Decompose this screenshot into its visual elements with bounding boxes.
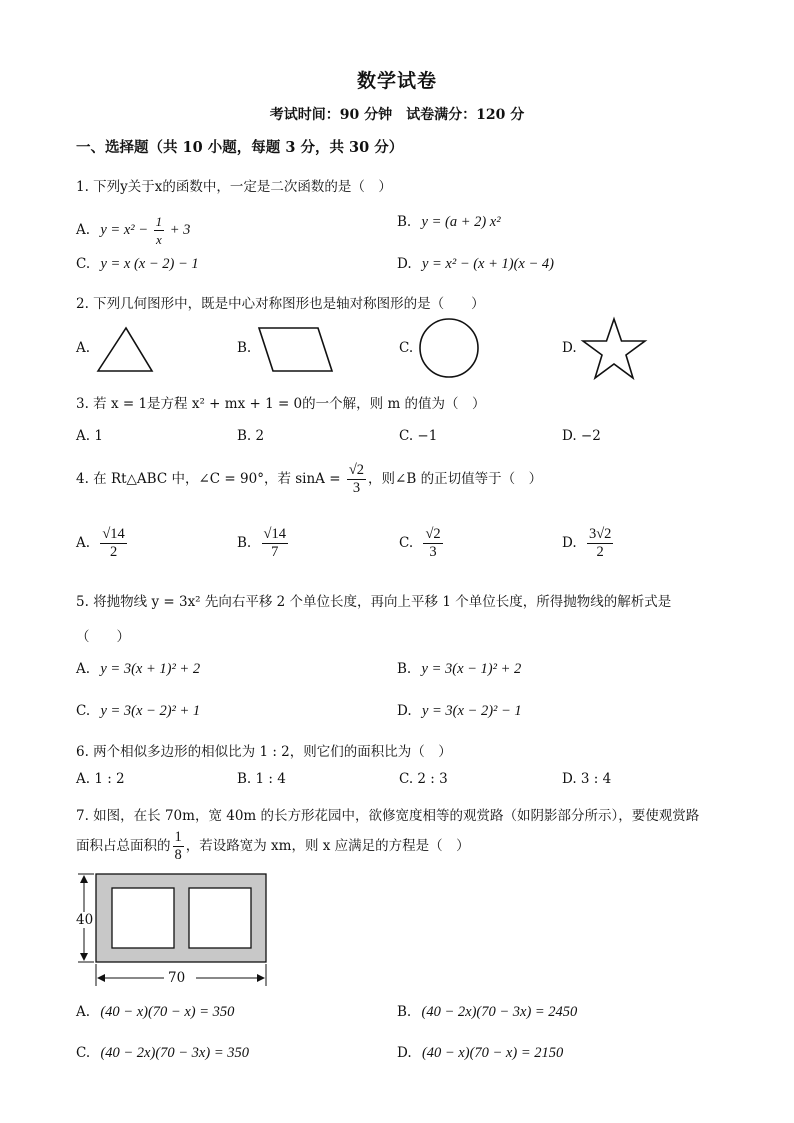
option-b-text: (40 − 2x)(70 − 3x) = 2450 xyxy=(421,1004,578,1020)
question-5-option-a[interactable] xyxy=(76,661,200,678)
fraction-denominator: 3 xyxy=(352,480,361,496)
fraction-denominator: 7 xyxy=(271,544,279,560)
question-7-option-c[interactable] xyxy=(76,1045,249,1062)
option-label: D. xyxy=(562,535,577,551)
option-label: A. xyxy=(76,661,91,677)
question-4-option-d[interactable] xyxy=(562,526,615,561)
option-c-text: y = 3(x − 2)² + 1 xyxy=(100,703,201,719)
option-label: B. xyxy=(237,535,252,551)
option-label: D. xyxy=(397,703,412,719)
option-label: B. xyxy=(397,1004,412,1020)
option-a-lead: y = x² − xyxy=(100,222,152,238)
option-d-text: (40 − x)(70 − x) = 2150 xyxy=(421,1045,564,1061)
question-4-option-b[interactable] xyxy=(237,526,290,561)
question-2-stem: 2. 下列几何图形中，既是中心对称图形也是轴对称图形的是（ ） xyxy=(76,296,485,312)
question-1-stem: 1. 下列y关于x的函数中，一定是二次函数的是（ ） xyxy=(76,179,392,195)
question-3-option-a[interactable]: A. 1 xyxy=(76,428,103,444)
section-heading: 一、选择题（共 10 小题，每题 3 分，共 30 分） xyxy=(76,139,404,156)
question-7-stem: 7. 如图，在长 70m，宽 40m 的长方形花园中，欲修宽度相等的观赏路（如阴影部分所示），要使观赏路 xyxy=(76,808,700,824)
question-3-option-d[interactable]: D. −2 xyxy=(562,428,601,444)
option-label: C. xyxy=(76,1045,91,1061)
question-6-option-d[interactable]: D. 3 : 4 xyxy=(562,771,612,787)
option-label: D. xyxy=(397,256,412,272)
option-a-tail: + 3 xyxy=(166,222,191,238)
option-c-text: y = x (x − 2) − 1 xyxy=(100,256,199,272)
question-5-option-c[interactable] xyxy=(76,703,200,720)
option-label: A. xyxy=(76,535,91,551)
question-4-option-c[interactable] xyxy=(399,526,445,561)
option-label: B. xyxy=(397,661,412,677)
question-7-option-b[interactable] xyxy=(397,1004,577,1021)
question-5-stem-cont: （ ） xyxy=(76,629,130,645)
question-1-option-b[interactable] xyxy=(397,214,501,231)
question-7-stem-cont xyxy=(76,829,470,864)
question-7-stem-part: 面积占总面积的 xyxy=(76,838,171,854)
question-5-option-d[interactable] xyxy=(397,703,522,720)
fraction-denominator: 2 xyxy=(596,544,604,560)
question-1-option-a[interactable] xyxy=(76,213,190,248)
question-2-option-a[interactable]: A. xyxy=(76,340,91,356)
question-5-stem: 5. 将抛物线 y = 3x² 先向右平移 2 个单位长度，再向上平移 1 个单位长度，所得抛物线的解析式是 xyxy=(76,594,672,610)
fraction-numerator: √2 xyxy=(425,526,441,542)
question-1-option-c[interactable] xyxy=(76,256,199,273)
figure-height-label: 40 xyxy=(76,912,94,928)
fraction-denominator: x xyxy=(156,232,162,247)
parallelogram-icon xyxy=(257,326,337,374)
option-label: A. xyxy=(76,222,91,238)
question-4-stem xyxy=(76,462,542,497)
fraction-numerator: √14 xyxy=(102,526,125,542)
option-label: D. xyxy=(397,1045,412,1061)
fraction-denominator: 8 xyxy=(174,847,182,863)
question-3-option-c[interactable]: C. −1 xyxy=(399,428,438,444)
question-6-stem: 6. 两个相似多边形的相似比为 1 : 2，则它们的面积比为（ ） xyxy=(76,744,452,760)
fraction-denominator: 2 xyxy=(109,544,118,560)
question-7-option-a[interactable] xyxy=(76,1004,234,1021)
option-d-text: y = 3(x − 2)² − 1 xyxy=(421,703,522,719)
question-4-option-a[interactable] xyxy=(76,526,129,561)
option-b-text: y = 3(x − 1)² + 2 xyxy=(421,661,522,677)
option-label: C. xyxy=(399,535,414,551)
star-icon xyxy=(582,318,648,380)
question-7-option-d[interactable] xyxy=(397,1045,563,1062)
option-label: B. xyxy=(397,214,412,230)
question-2-option-b[interactable]: B. xyxy=(237,340,252,356)
page-title: 数学试卷 xyxy=(356,70,437,92)
figure-width-label: 70 xyxy=(168,970,186,986)
question-7-stem-part: ，若设路宽为 xm，则 x 应满足的方程是（ ） xyxy=(185,838,470,854)
fraction-denominator: 3 xyxy=(429,544,437,560)
question-6-option-b[interactable]: B. 1 : 4 xyxy=(237,771,286,787)
fraction-numerator: 1 xyxy=(174,829,182,845)
question-4-stem-part: 4. 在 Rt△ABC 中，∠C = 90°，若 sinA = xyxy=(76,471,345,487)
question-2-option-c[interactable]: C. xyxy=(399,340,414,356)
fraction-numerator: 3√2 xyxy=(588,526,612,542)
fraction-numerator: 1 xyxy=(155,214,163,229)
circle-icon xyxy=(419,318,481,380)
question-4-stem-part: ，则∠B 的正切值等于（ ） xyxy=(368,471,543,487)
option-label: C. xyxy=(76,703,91,719)
option-b-text: y = (a + 2) x² xyxy=(421,214,501,230)
exam-info: 考试时间：90 分钟 试卷满分：120 分 xyxy=(269,107,525,123)
question-6-option-a[interactable]: A. 1 : 2 xyxy=(76,771,125,787)
question-3-option-b[interactable]: B. 2 xyxy=(237,428,265,444)
question-2-option-d[interactable]: D. xyxy=(562,340,577,356)
question-5-option-b[interactable] xyxy=(397,661,521,678)
fraction-numerator: √14 xyxy=(263,526,286,542)
option-a-text: (40 − x)(70 − x) = 350 xyxy=(100,1004,235,1020)
question-3-stem: 3. 若 x = 1是方程 x² + mx + 1 = 0的一个解，则 m 的值为（ ） xyxy=(76,396,486,412)
question-1-option-d[interactable] xyxy=(397,256,554,273)
option-label: A. xyxy=(76,1004,91,1020)
question-6-option-c[interactable]: C. 2 : 3 xyxy=(399,771,448,787)
option-label: C. xyxy=(76,256,91,272)
option-d-text: y = x² − (x + 1)(x − 4) xyxy=(421,256,554,272)
triangle-icon xyxy=(96,326,156,374)
fraction-numerator: √2 xyxy=(348,462,365,478)
option-a-text: y = 3(x + 1)² + 2 xyxy=(100,661,201,677)
option-c-text: (40 − 2x)(70 − 3x) = 350 xyxy=(100,1045,249,1061)
